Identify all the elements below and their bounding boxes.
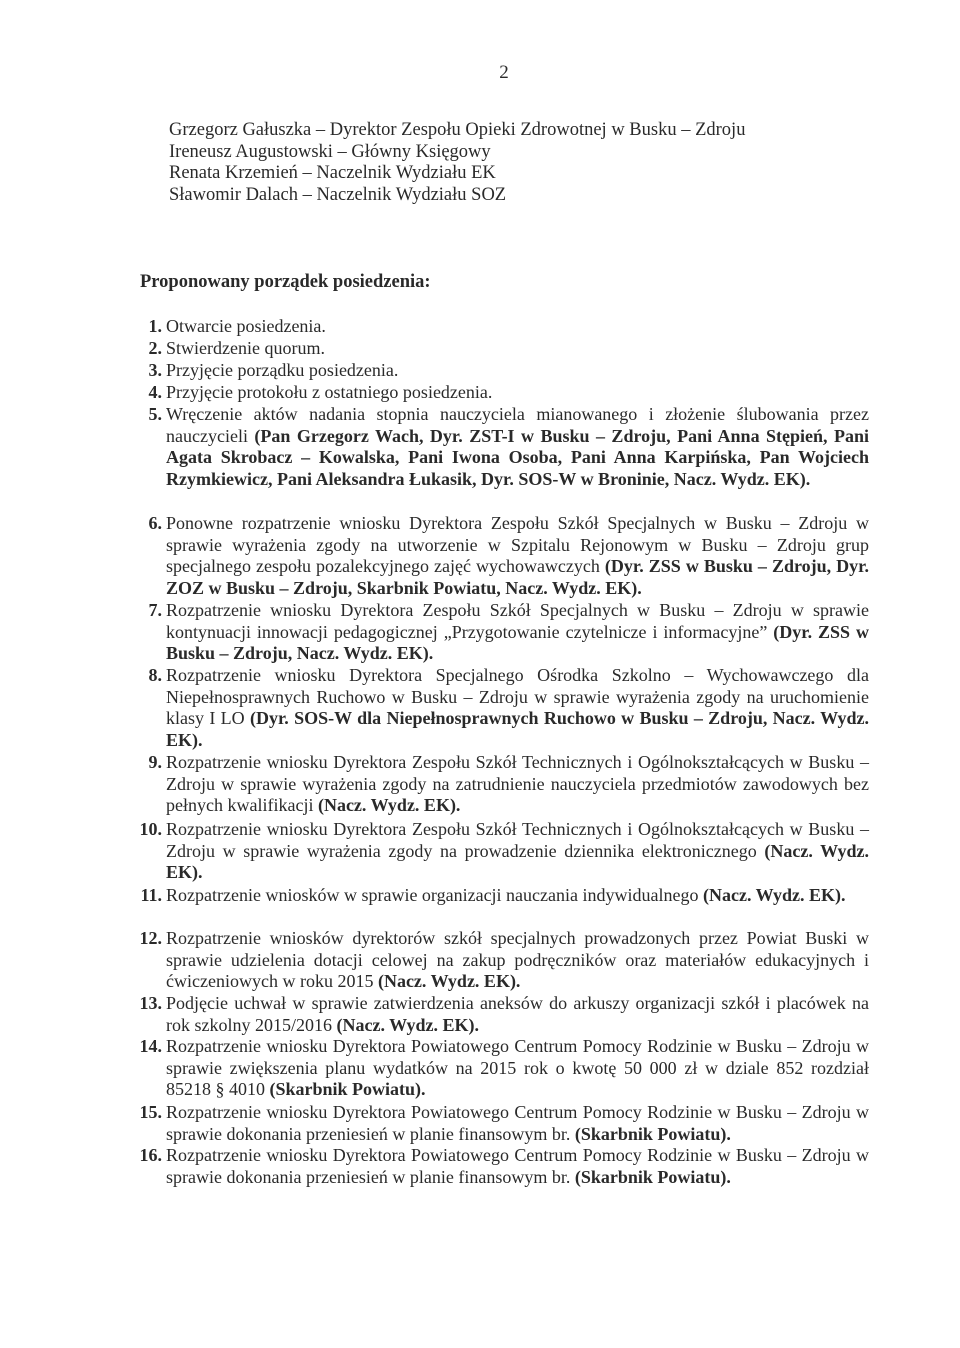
agenda-item-description: Podjęcie uchwał w sprawie zatwierdzenia aneksów do arkuszy organizacji szkół i placówek na rok szkolny 2015/2016 <box>166 993 869 1035</box>
agenda-item-text <box>166 1145 869 1188</box>
agenda-item-responsible: (Skarbnik Powiatu). <box>574 1123 731 1144</box>
agenda-item-number: 13. <box>139 993 162 1013</box>
agenda-item-description: Stwierdzenie quorum. <box>166 338 325 358</box>
agenda-item-text <box>166 513 869 600</box>
agenda-item-description: Rozpatrzenie wniosku Dyrektora Zespołu Szkół Technicznych i Ogólnokształcących w Busku – Zdroju w sprawie wyrażenia zgody na prowadzenie dziennika elektronicznego <box>166 819 869 861</box>
agenda-item-number: 11. <box>140 885 162 905</box>
agenda-item-text <box>166 382 869 404</box>
agenda-item-text <box>166 338 869 360</box>
agenda-item-responsible: (Nacz. Wydz. EK). <box>317 795 461 816</box>
agenda-item-text <box>166 1102 869 1145</box>
agenda-heading: Proponowany porządek posiedzenia: <box>140 272 431 292</box>
agenda-item-responsible: (Pan Grzegorz Wach, Dyr. ZST-I w Busku – Zdroju, Pani Anna Stępień, Pani Agata Skrobacz – Kowalska, Pani Iwona Osoba, Pani Anna Karpińska, Pan Wojciech Rzymkiewicz, Pani Aleksandra Łukasik, Dyr. SOS-W w Broninie, Nacz. Wydz. EK). <box>166 425 869 490</box>
agenda-item-description: Przyjęcie protokołu z ostatniego posiedzenia. <box>166 382 493 402</box>
agenda-item-text <box>166 360 869 382</box>
attendee-line: Ireneusz Augustowski – Główny Księgowy <box>169 141 491 162</box>
agenda-item-text <box>166 600 869 665</box>
agenda-item-number: 4. <box>148 382 162 402</box>
agenda-item-description: Rozpatrzenie wniosku Dyrektora Specjalnego Ośrodka Szkolno – Wychowawczego dla Niepełnosprawnych Ruchowo w Busku – Zdroju w sprawie wyrażenia zgody na uruchomienie klasy I LO <box>166 665 869 729</box>
agenda-item-responsible: (Skarbnik Powiatu). <box>269 1079 426 1100</box>
agenda-item-text <box>166 752 869 817</box>
agenda-item-text <box>166 885 869 907</box>
agenda-item-number: 8. <box>148 665 162 685</box>
page-number: 2 <box>499 62 509 83</box>
agenda-item-number: 1. <box>148 316 162 336</box>
agenda-item-responsible: (Dyr. SOS-W dla Niepełnosprawnych Ruchowo w Busku – Zdroju, Nacz. Wydz. EK). <box>166 708 869 751</box>
agenda-item-number: 10. <box>139 819 162 839</box>
agenda-item-responsible: (Dyr. ZSS w Busku – Zdroju, Nacz. Wydz. EK). <box>166 621 869 664</box>
agenda-item-description: Rozpatrzenie wniosku Dyrektora Powiatowego Centrum Pomocy Rodzinie w Busku – Zdroju w sprawie dokonania przeniesień w planie finansowym br. <box>166 1102 869 1144</box>
agenda-item-description: Rozpatrzenie wniosku Dyrektora Zespołu Szkół Technicznych i Ogólnokształcących w Busku – Zdroju w sprawie wyrażenia zgody na zatrudnienie nauczyciela przedmiotów zawodowych bez pełnych kwalifikacji <box>166 752 869 816</box>
agenda-item-description: Rozpatrzenie wniosku Dyrektora Powiatowego Centrum Pomocy Rodzinie w Busku – Zdroju w sprawie zwiększenia planu wydatków na 2015 rok o kwotę 50 000 zł w dziale 852 rozdział 85218 § 4010 <box>166 1036 869 1100</box>
agenda-item-number: 6. <box>148 513 162 533</box>
agenda-item-responsible: (Nacz. Wydz. EK). <box>166 840 869 883</box>
agenda-item-text <box>166 819 869 884</box>
agenda-item-number: 7. <box>148 600 162 620</box>
agenda-item-text <box>166 404 869 491</box>
agenda-item-responsible: (Nacz. Wydz. EK). <box>336 1014 479 1035</box>
agenda-item-number: 12. <box>139 928 162 948</box>
agenda-item-responsible: (Nacz. Wydz. EK). <box>377 971 521 992</box>
agenda-item-description: Wręczenie aktów nadania stopnia nauczyciela mianowanego i złożenie ślubowania przez nauczycieli <box>166 404 869 446</box>
agenda-item-description: Rozpatrzenie wniosku Dyrektora Powiatowego Centrum Pomocy Rodzinie w Busku – Zdroju w sprawie dokonania przeniesień w planie finansowym br. <box>166 1145 869 1187</box>
agenda-item-description: Rozpatrzenie wniosku Dyrektora Zespołu Szkół Specjalnych w Busku – Zdroju w sprawie kontynuacji innowacji pedagogicznej „Przygotowanie czytelnicze i informacyjne” <box>166 600 869 642</box>
agenda-item-number: 9. <box>148 752 162 772</box>
agenda-item-text <box>166 1036 869 1101</box>
agenda-item-description: Otwarcie posiedzenia. <box>166 316 326 336</box>
agenda-item-description: Rozpatrzenie wniosków dyrektorów szkół specjalnych prowadzonych przez Powiat Buski w sprawie udzielenia dotacji celowej na zakup podręczników oraz materiałów edukacyjnych i ćwiczeniowych w roku 2015 <box>166 928 869 992</box>
agenda-item-text <box>166 316 869 338</box>
agenda-item-number: 16. <box>139 1145 162 1165</box>
agenda-item-description: Przyjęcie porządku posiedzenia. <box>166 360 399 380</box>
agenda-item-number: 2. <box>148 338 162 358</box>
attendee-list <box>169 120 869 206</box>
agenda-item-responsible: (Dyr. ZSS w Busku – Zdroju, Dyr. ZOZ w Busku – Zdroju, Skarbnik Powiatu, Nacz. Wydz. EK). <box>166 556 869 599</box>
agenda-item-description: Ponowne rozpatrzenie wniosku Dyrektora Zespołu Szkół Specjalnych w Busku – Zdroju w sprawie wyrażenia zgody na utworzenie w Szpitalu Rejonowym w Busku – Zdroju grup specjalnego zespołu pozalekcyjnego zajęć wychowawczych <box>166 513 869 577</box>
agenda-item-description: Rozpatrzenie wniosków w sprawie organizacji nauczania indywidualnego <box>166 885 703 905</box>
agenda-item-responsible: (Skarbnik Powiatu). <box>574 1166 731 1187</box>
attendee-line: Sławomir Dalach – Naczelnik Wydziału SOZ <box>169 184 507 205</box>
agenda-item-number: 3. <box>148 360 162 380</box>
agenda-item-number: 15. <box>139 1102 162 1122</box>
agenda-item-responsible: (Nacz. Wydz. EK). <box>703 885 846 905</box>
attendee-line: Renata Krzemień – Naczelnik Wydziału EK <box>169 163 496 183</box>
agenda-item-text <box>166 993 869 1036</box>
agenda-item-text <box>166 928 869 993</box>
agenda-item-number: 5. <box>148 404 162 424</box>
agenda-item-text <box>166 665 869 752</box>
agenda-item-number: 14. <box>139 1036 162 1056</box>
attendee-line: Grzegorz Gałuszka – Dyrektor Zespołu Opieki Zdrowotnej w Busku – Zdroju <box>169 120 746 140</box>
